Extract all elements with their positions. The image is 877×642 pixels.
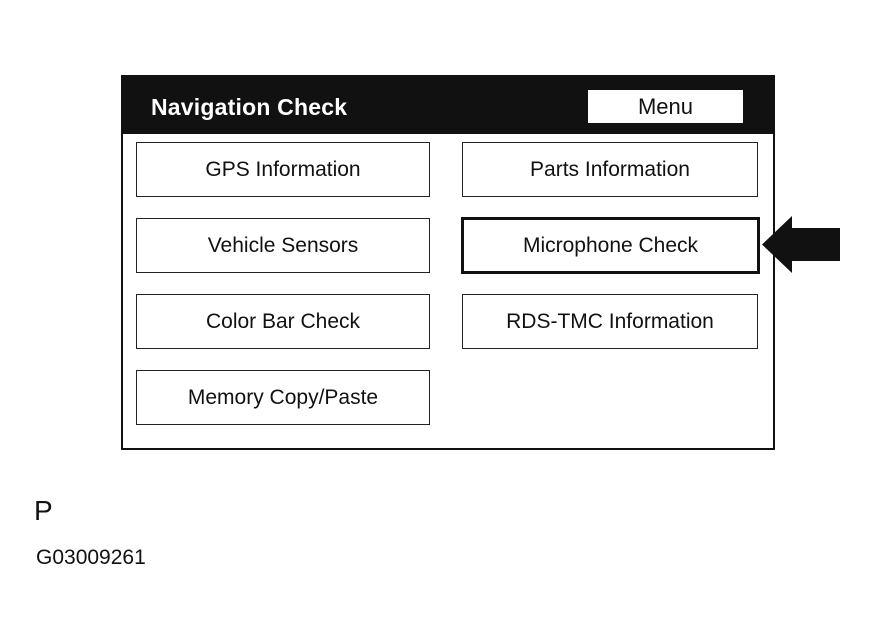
microphone-check-button[interactable]: Microphone Check bbox=[461, 217, 760, 274]
figure-code: G03009261 bbox=[36, 546, 146, 569]
title-bar bbox=[123, 77, 773, 134]
color-bar-check-button[interactable]: Color Bar Check bbox=[136, 294, 430, 349]
menu-button[interactable]: Menu bbox=[588, 90, 743, 123]
parts-information-button[interactable]: Parts Information bbox=[462, 142, 758, 197]
vehicle-sensors-button[interactable]: Vehicle Sensors bbox=[136, 218, 430, 273]
gps-information-button[interactable]: GPS Information bbox=[136, 142, 430, 197]
memory-copy-paste-button[interactable]: Memory Copy/Paste bbox=[136, 370, 430, 425]
footer-letter: P bbox=[34, 495, 53, 526]
arrow-left-icon bbox=[762, 216, 840, 273]
rds-tmc-information-button[interactable]: RDS-TMC Information bbox=[462, 294, 758, 349]
screen-title: Navigation Check bbox=[151, 94, 348, 120]
